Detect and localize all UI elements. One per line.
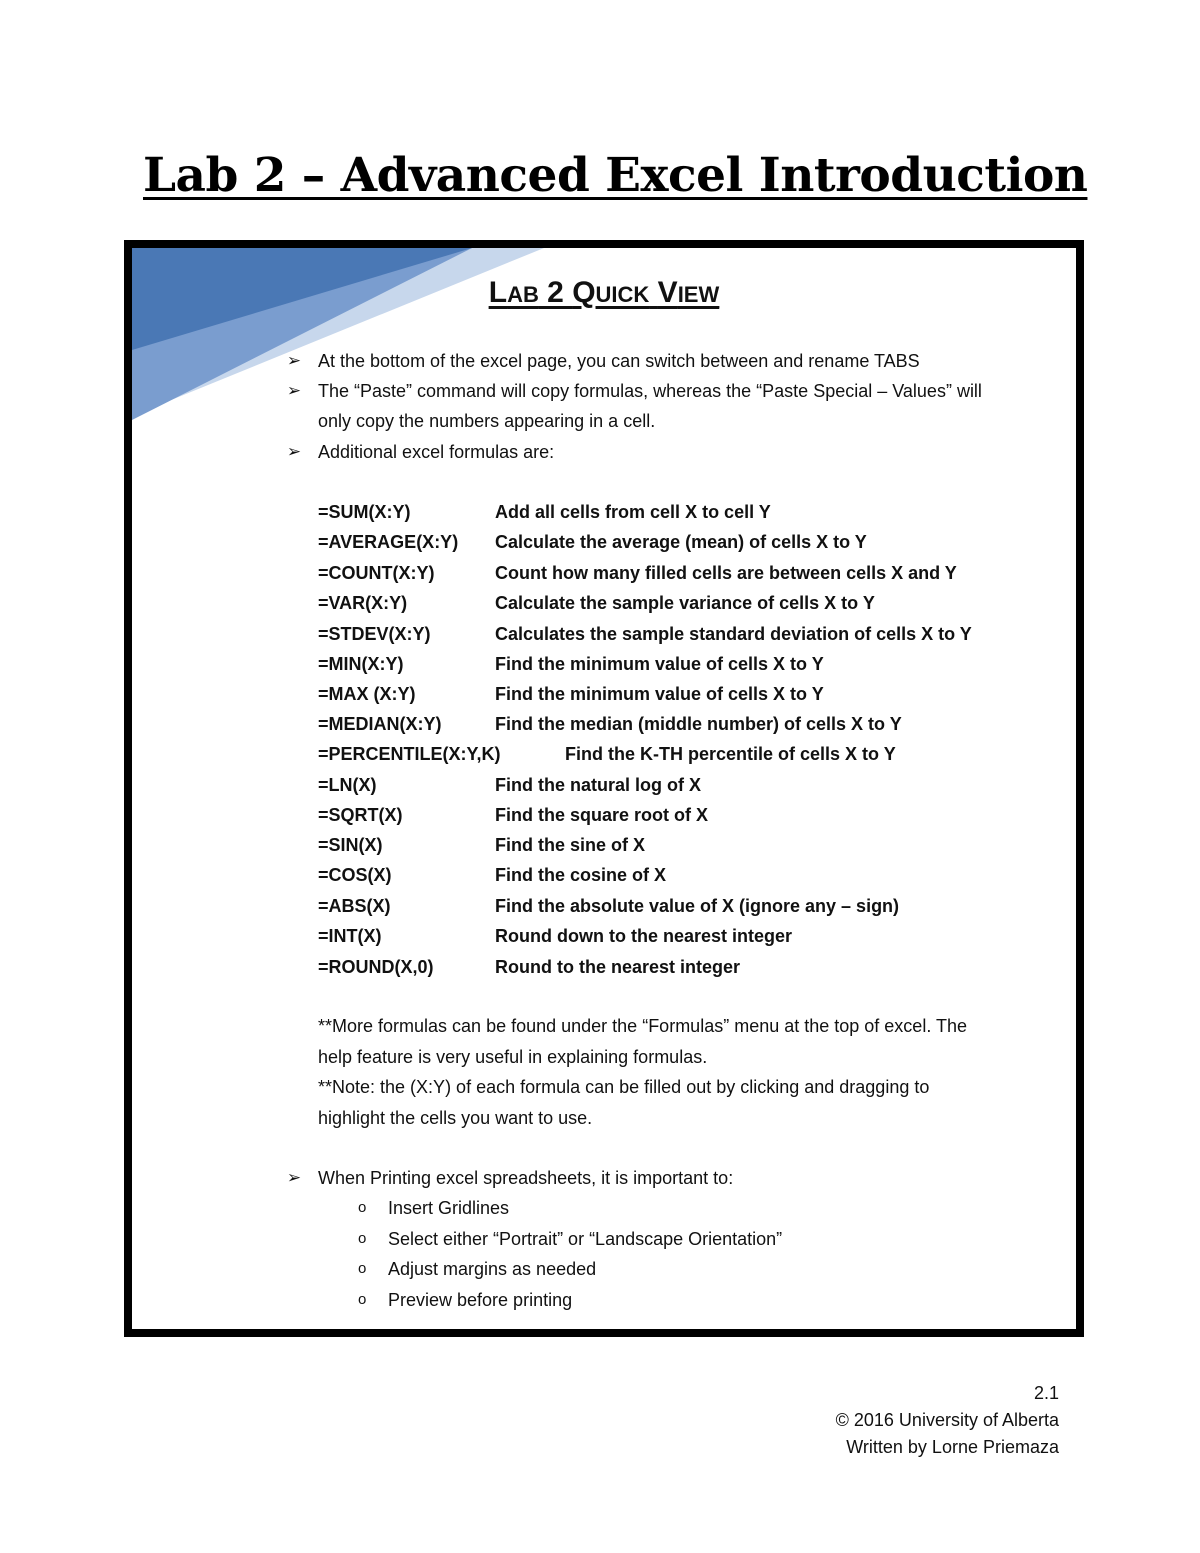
formula-code: =MEDIAN(X:Y) [318, 714, 442, 734]
sub-list-text: Insert Gridlines [388, 1198, 510, 1218]
formula-code: =MIN(X:Y) [318, 654, 404, 674]
formula-description: Round down to the nearest integer [495, 926, 793, 946]
formula-code: =AVERAGE(X:Y) [318, 532, 459, 552]
author-credit: Written by Lorne Priemaza [846, 1437, 1059, 1457]
formula-description: Find the sine of X [495, 835, 646, 855]
heading-part: IEW [677, 282, 720, 307]
heading-part [649, 276, 657, 309]
note-text: **More formulas can be found under the “Formulas” menu at the top of excel. The [318, 1016, 968, 1036]
page-title: Lab 2 – Advanced Excel Introduction [143, 148, 1088, 203]
bullet-text: When Printing excel spreadsheets, it is important to: [318, 1168, 734, 1188]
formula-code: =VAR(X:Y) [318, 593, 408, 613]
formula-description: Count how many filled cells are between cells X and Y [495, 563, 957, 583]
formula-code: =COS(X) [318, 865, 392, 885]
note-text: **Note: the (X:Y) of each formula can be filled out by clicking and dragging to [318, 1077, 930, 1097]
formula-code: =SIN(X) [318, 835, 383, 855]
formula-code: =LN(X) [318, 775, 377, 795]
arrow-bullet-icon: ➢ [286, 442, 302, 461]
arrow-bullet-icon: ➢ [286, 381, 302, 400]
formula-description: Find the K-TH percentile of cells X to Y [565, 744, 896, 764]
formula-code: =INT(X) [318, 926, 382, 946]
sub-list-text: Preview before printing [388, 1290, 573, 1310]
circle-bullet-icon: o [358, 1230, 367, 1247]
formula-description: Add all cells from cell X to cell Y [495, 502, 771, 522]
arrow-bullet-icon: ➢ [286, 351, 302, 370]
heading-part: L [488, 276, 508, 309]
formula-code: =SUM(X:Y) [318, 502, 411, 522]
formula-description: Find the natural log of X [495, 775, 701, 795]
formula-description: Calculate the sample variance of cells X to Y [495, 593, 875, 613]
formula-description: Calculate the average (mean) of cells X to Y [495, 532, 867, 552]
circle-bullet-icon: o [358, 1199, 367, 1216]
formula-description: Find the absolute value of X (ignore any – sign) [495, 896, 900, 916]
page-footer [836, 1380, 1059, 1461]
box-heading [132, 276, 1076, 310]
circle-bullet-icon: o [358, 1260, 367, 1277]
formula-description: Find the median (middle number) of cells X to Y [495, 714, 902, 734]
circle-bullet-icon: o [358, 1291, 367, 1308]
heading-part: AB [507, 282, 539, 307]
heading-part: Q [572, 276, 596, 309]
heading-part: V [657, 276, 678, 309]
formula-description: Round to the nearest integer [495, 957, 741, 977]
formula-code: =COUNT(X:Y) [318, 563, 435, 583]
formula-description: Find the minimum value of cells X to Y [495, 684, 824, 704]
sub-list-text: Select either “Portrait” or “Landscape Orientation” [388, 1229, 783, 1249]
bullet-text: only copy the numbers appearing in a cell. [318, 411, 656, 431]
formula-code: =STDEV(X:Y) [318, 624, 431, 644]
note-text: highlight the cells you want to use. [318, 1108, 593, 1128]
formula-code: =PERCENTILE(X:Y,K) [318, 744, 501, 764]
formula-description: Find the square root of X [495, 805, 709, 825]
formula-code: =SQRT(X) [318, 805, 403, 825]
formula-code: =ABS(X) [318, 896, 391, 916]
formula-code: =ROUND(X,0) [318, 957, 434, 977]
quick-view-box [124, 240, 1084, 1337]
arrow-bullet-icon: ➢ [286, 1168, 302, 1187]
note-text: help feature is very useful in explaining formulas. [318, 1047, 708, 1067]
formula-description: Find the minimum value of cells X to Y [495, 654, 824, 674]
page-number: 2.1 [1033, 1383, 1059, 1403]
bullet-text: The “Paste” command will copy formulas, whereas the “Paste Special – Values” will [318, 381, 982, 401]
bullet-text: At the bottom of the excel page, you can switch between and rename TABS [318, 351, 920, 371]
formula-description: Find the cosine of X [495, 865, 667, 885]
formula-code: =MAX (X:Y) [318, 684, 416, 704]
heading-part: 2 [538, 276, 573, 309]
copyright: © 2016 University of Alberta [835, 1410, 1059, 1430]
formula-description: Calculates the sample standard deviation of cells X to Y [495, 624, 972, 644]
bullet-text: Additional excel formulas are: [318, 442, 555, 462]
heading-part: UICK [595, 282, 650, 307]
sub-list-text: Adjust margins as needed [388, 1259, 597, 1279]
